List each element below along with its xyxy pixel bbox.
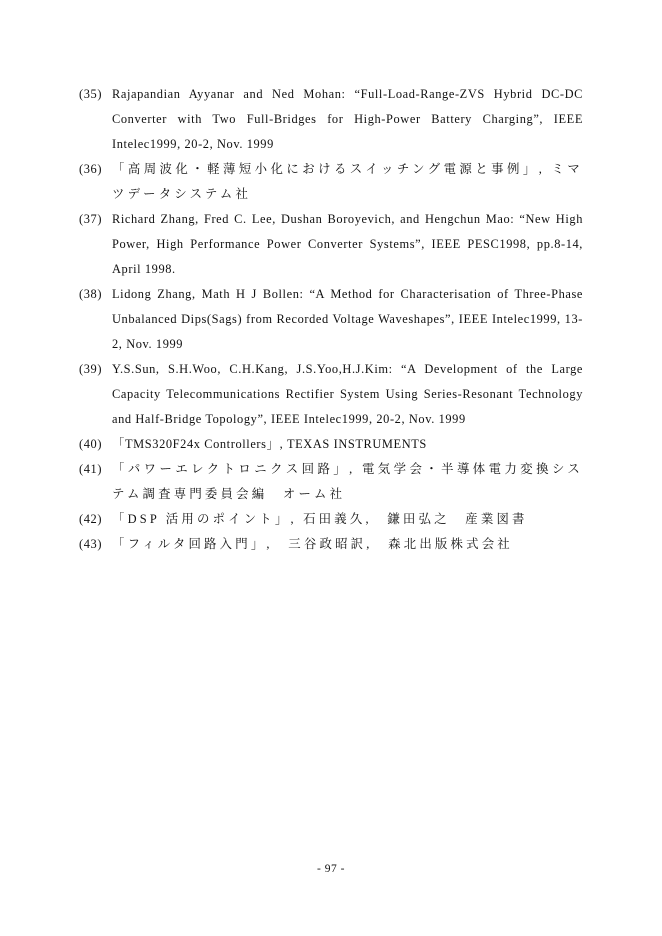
reference-number: (36) — [79, 162, 103, 176]
reference-number: (38) — [79, 287, 103, 301]
page-number: - 97 - — [317, 863, 345, 875]
reference-item — [79, 457, 583, 507]
reference-item — [79, 532, 583, 557]
reference-item — [79, 357, 583, 432]
reference-number: (40) — [79, 437, 103, 451]
reference-list — [79, 82, 583, 557]
reference-number: (43) — [79, 537, 103, 551]
reference-text: 「フィルタ回路入門」, 三谷政昭訳, 森北出版株式会社 — [112, 537, 513, 551]
reference-text: 「TMS320F24x Controllers」, TEXAS INSTRUMENTS — [112, 437, 427, 451]
reference-item — [79, 82, 583, 157]
reference-item — [79, 432, 583, 457]
reference-text: 「高周波化・軽薄短小化におけるスイッチング電源と事例」, ミマツデータシステム社 — [112, 162, 583, 201]
reference-number: (35) — [79, 87, 103, 101]
reference-text: 「DSP 活用のポイント」, 石田義久, 鎌田弘之 産業図書 — [112, 512, 528, 526]
reference-text: 「パワーエレクトロニクス回路」, 電気学会・半導体電力変換システム調査専門委員会編 オーム社 — [112, 462, 583, 501]
reference-item — [79, 207, 583, 282]
reference-text: Richard Zhang, Fred C. Lee, Dushan Boroyevich, and Hengchun Mao: “New High Power, High Performance Power Converter Systems”, IEEE PESC1998, pp.8-14, April 1998. — [112, 212, 583, 276]
reference-item — [79, 157, 583, 207]
reference-number: (41) — [79, 462, 103, 476]
reference-number: (42) — [79, 512, 103, 526]
reference-item — [79, 507, 583, 532]
reference-text: Rajapandian Ayyanar and Ned Mohan: “Full-Load-Range-ZVS Hybrid DC-DC Converter with Two Full-Bridges for High-Power Battery Charging”, IEEE Intelec1999, 20-2, Nov. 1999 — [112, 87, 583, 151]
reference-item — [79, 282, 583, 357]
reference-text: Y.S.Sun, S.H.Woo, C.H.Kang, J.S.Yoo,H.J.Kim: “A Development of the Large Capacity Telecommunications Rectifier System Using Series-Resonant Technology and Half-Bridge Topology”, IEEE Intelec1999, 20-2, Nov. 1999 — [112, 362, 583, 426]
reference-number: (37) — [79, 212, 103, 226]
reference-text: Lidong Zhang, Math H J Bollen: “A Method for Characterisation of Three-Phase Unbalanced Dips(Sags) from Recorded Voltage Waveshapes”, IEEE Intelec1999, 13-2, Nov. 1999 — [112, 287, 583, 351]
reference-number: (39) — [79, 362, 103, 376]
